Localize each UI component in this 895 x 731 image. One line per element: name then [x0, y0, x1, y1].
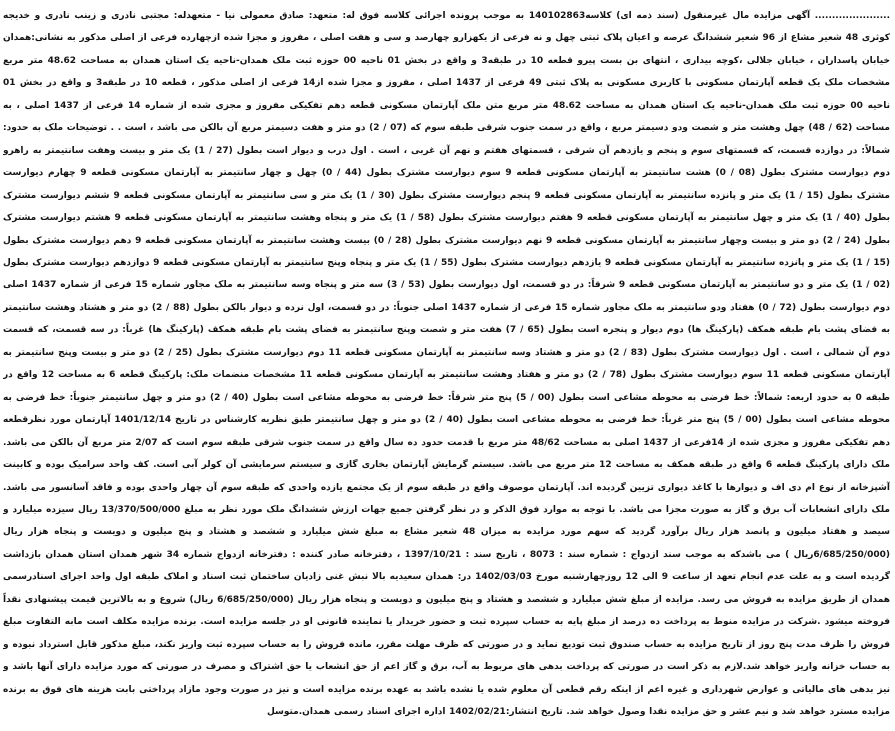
auction-notice — [3, 5, 890, 725]
notice-paragraph — [3, 5, 890, 724]
notice-body: آگهی مزایده مال غیرمنقول (سند ذمه ای) کلاسه140102863 به موجب پرونده اجرائی کلاسه فوق له: متعهد: صادق معمولی نیا - متعهدله: مجتبی نادری و زینب نادری و خدیجه کوثری 48 شعیر مشاع از 96 شعیر ششدانگ عرصه و اعیان پلاک ثبتی چهل و نه فرعی از یکهزارو چهارصد و سی و هفت اصلی ، مفروز و مجزا شده ازچهارده فرعی از اصلی مذکور به نشانی:همدان خیابان پاسداران ، خیابان جلالی ،کوچه بیداری ، انتهای بن بست پیرو قطعه 10 در طبقه3 و واقع در بخش 01 ناحیه 00 حوزه ثبت ملک همدان-ناحیه یک استان همدان به مساحت 48.62 متر مربع مشخصات ملک یک قطعه آپارتمان مسکونی با کاربری مسکونی به پلاک ثبتی 49 فرعی از 1437 اصلی ، مفروز و مجزا شده از14 فرعی از اصلی مذکور ، قطعه 10 در طبقه3 و واقع در بخش 01 ناحیه 00 حوزه ثبت ملک همدان-ناحیه یک استان همدان به مساحت 48.62 متر مربع متن ملک آپارتمان مسکونی قطعه دهم تفکیکی مفروز و مجزی شده از شماره 14 فرعی از 1437 اصلی ، به مساحت (62 / 48) چهل وهشت متر و شصت ودو دسیمتر مربع ، واقع در سمت جنوب شرقی طبقه سوم که (07 / 2) دو متر و هفت دسیمتر مربع آن بالکن می باشد ، است . . توضیحات ملک به حدود: شمالاً: در دوازده قسمت، که قسمتهای سوم و پنجم و یازدهم آن شرقی ، قسمتهای هفتم و نهم آن غربی ، است . اول درب و دیوار است بطول (27 / 1) یک متر و بیست وهفت سانتیمتر به راهرو دوم دیوارست مشترک بطول (08 / 0) هشت سانتیمتر به آپارتمان مسکونی قطعه 9 سوم دیوارست مشترک بطول (44 / 0) چهل و چهار سانتیمتر به آپارتمان مسکونی قطعه 9 چهارم دیوارست مشترک بطول (15 / 1) یک متر و پانزده سانتیمتر به آپارتمان مسکونی قطعه 9 پنجم دیوارست مشترک بطول (30 / 1) یک متر و سی سانتیمتر به آپارتمان مسکونی قطعه 9 ششم دیوارست مشترک بطول (40 / 1) یک متر و چهل سانتیمتر به آپارتمان مسکونی قطعه 9 هفتم دیوارست مشترک بطول (58 / 1) یک متر و پنجاه وهشت سانتیمتر به آپارتمان مسکونی قطعه 9 هشتم دیوارست مشترک بطول (24 / 2) دو متر و بیست وچهار سانتیمتر به آپارتمان مسکونی قطعه 9 نهم دیوارست مشترک بطول (28 / 0) بیست وهشت سانتیمتر به آپارتمان مسکونی قطعه 9 دهم دیوارست مشترک بطول (15 / 1) یک متر و پانزده سانتیمتر به آپارتمان مسکونی قطعه 9 یازدهم دیوارست مشترک بطول (55 / 1) یک متر و پنجاه وپنج سانتیمتر به آپارتمان مسکونی قطعه 9 دوازدهم دیوارست مشترک بطول (02 / 1) یک متر و دو سانتیمتر به آپارتمان مسکونی قطعه 9 شرقاً: در دو قسمت، اول دیوارست بطول (53 / 3) سه متر و پنجاه وسه سانتیمتر به ملک مجاور شماره 15 فرعی از شماره 1437 اصلی دوم دیوارست بطول (72 / 0) هفتاد ودو سانتیمتر به ملک مجاور شماره 15 فرعی از شماره 1437 اصلی جنوباً: در دو قسمت، اول نرده و دیوار بالکن بطول (88 / 2) دو متر و هشتاد وهشت سانتیمتر به فضای پشت بام طبقه همکف (پارکینگ ها) دوم دیوار و پنجره است بطول (65 / 7) هفت متر و شصت وپنج سانتیمتر به فضای پشت بام طبقه همکف (پارکینگ ها) غرباً: در سه قسمت، که قسمت دوم آن شمالی ، است . اول دیوارست مشترک بطول (83 / 2) دو متر و هشتاد وسه سانتیمتر به آپارتمان مسکونی قطعه 11 دوم دیوارست مشترک بطول (25 / 2) دو متر و بیست وپنج سانتیمتر به آپارتمان مسکونی قطعه 11 سوم دیوارست مشترک بطول (78 / 2) دو متر و هفتاد وهشت سانتیمتر به آپارتمان مسکونی قطعه 11 مشخصات منضمات ملک: پارکینگ قطعه 6 به مساحت 12 واقع در طبقه 0 به حدود اربعه: شمالاً: خط فرضی به محوطه مشاعی است بطول (00 / 5) پنج متر شرقاً: خط فرضی به محوطه مشاعی است بطول (40 / 2) دو متر و چهل سانتیمتر جنوباً: خط فرضی به محوطه مشاعی است بطول (00 / 5) پنج متر غرباً: خط فرضی به محوطه مشاعی است بطول (40 / 2) دو متر و چهل سانتیمتر طبق نظریه کارشناس در تاریخ 1401/12/14 آپارتمان مورد نظرقطعه دهم تفکیکی مفروز و مجزی شده از 14فرعی از 1437 اصلی به مساحت 48/62 متر مربع با قدمت حدود ده سال واقع در سمت جنوب شرقی طبقه سوم است که 2/07 متر مربع آن بالکن می باشد. ملک دارای پارکینگ قطعه 6 واقع در طبقه همکف به مساحت 12 متر مربع می باشد. سیستم گرمایش آپارتمان بخاری گازی و سیستم سرمایشی آن کولر آبی است. کف واحد سرامیک بوده و کابینت آشپزخانه از نوع ام دی اف و دیوارها با کاغذ دیواری تزیین گردیده اند. آپارتمان موصوف واقع در طبقه سوم از یک مجتمع یازده واحدی که طبقه سوم آن چهار واحدی بوده و فاقد آسانسور می باشد. ملک دارای انشعابات آب برق و گاز به صورت مجزا می باشد. با توجه به موارد فوق الذکر و در نظر گرفتن جمیع جهات ارزش ششدانگ ملک مورد نظر به مبلغ 13/370/500/000 ریال سیزده میلیارد و سیصد و هفتاد میلیون و پانصد هزار ریال برآورد گردید که سهم مورد مزایده به میزان 48 شعیر مشاع به مبلغ شش میلیارد و ششصد و هشتاد و پنج میلیون و دویست و پنجاه هزار ریال (6/685/250/000ریال ) می باشدکه به موجب سند ازدواج : شماره سند : 8073 ، تاریخ سند : 1397/10/21 ، دفترخانه صادر کننده : دفترخانه ازدواج شماره 34 شهر همدان استان همدان بازداشت گردیده است و به علت عدم انجام تعهد از ساعت 9 الی 12 روزچهارشنبه مورخ 1402/03/03 در: همدان سعیدیه بالا نبش غنی زادیان ساختمان ثبت اسناد و املاک طبقه اول واحد اجرای اسنادرسمی همدان از طریق مزایده به فروش می رسد. مزایده از مبلغ شش میلیارد و ششصد و هشتاد و پنج میلیون و دویست و پنجاه هزار ریال (6/685/250/000 ریال) شروع و به بالاترین قیمت پیشنهادی نقداً فروخته میشود .شرکت در مزایده منوط به پرداخت ده درصد از مبلغ پایه به حساب سپرده ثبت و حضور خریدار یا نماینده قانونی او در جلسه مزایده است. برنده مزایده مکلف است مابه التفاوت مبلغ فروش را ظرف مدت پنج روز از تاریخ مزایده به حساب صندوق ثبت تودیع نماید و در صورتی که ظرف مهلت مقرر، مانده فروش را به حساب سپرده ثبت واریز نکند، مبلغ مذکور قابل استرداد نبوده و به حساب خزانه واریز خواهد شد.لازم به ذکر است در صورتی که پرداخت بدهی های مربوط به آب، برق و گاز اعم از حق انشعاب یا حق اشتراک و مصرف در صورتی که مورد مزایده دارای آنها باشد و نیز بدهی های مالیاتی و عوارض شهرداری و غیره اعم از اینکه رقم قطعی آن معلوم شده یا نشده باشد به عهده برنده مزایده است و نیز در صورت وجود مازاد پرداختی بابت هزینه های فوق به برنده مزایده مسترد خواهد شد و نیم عشر و حق مزایده نقدا وصول خواهد شد. تاریخ انتشار:1402/02/21 اداره اجرای اسناد رسمی همدان.متوسل — [3, 11, 890, 718]
lead-mark: ...................... — [814, 11, 890, 21]
